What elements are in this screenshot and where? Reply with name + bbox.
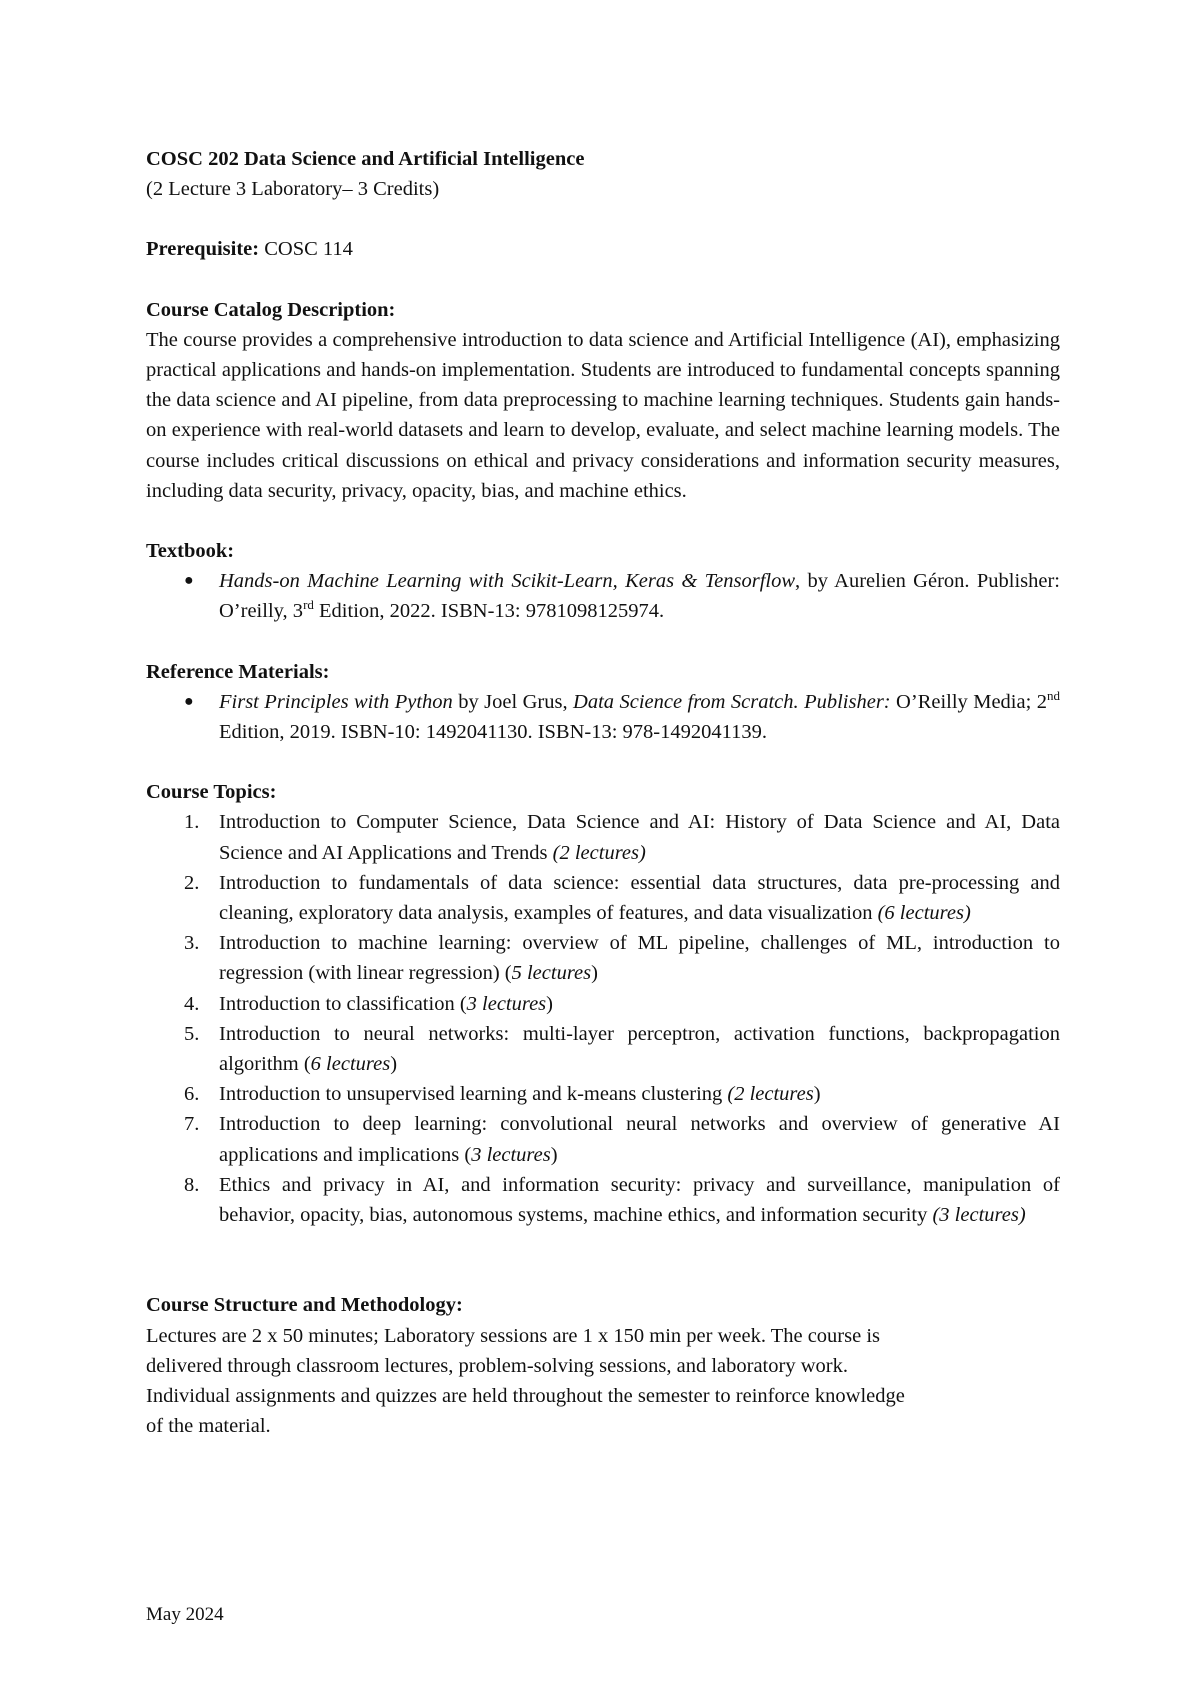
item-number: 2. bbox=[184, 871, 200, 894]
document-page bbox=[146, 144, 1060, 1441]
topic-lectures: 5 lectures bbox=[511, 962, 592, 985]
topic-text: Ethics and privacy in AI, and information security: privacy and surveillance, manipulation of behavior, opacity, bias, autonomous systems, machine ethics, and information security bbox=[219, 1173, 1060, 1227]
reference-heading: Reference Materials: bbox=[146, 660, 330, 683]
item-number: 7. bbox=[184, 1113, 200, 1136]
textbook-rest: Edition, 2022. ISBN-13: 9781098125974. bbox=[313, 600, 665, 623]
reference-publisher: O’Reilly Media; 2 bbox=[890, 690, 1047, 713]
list-item bbox=[146, 928, 1060, 988]
textbook-list bbox=[146, 566, 1060, 626]
topic-close: ) bbox=[591, 962, 598, 985]
reference-rest: Edition, 2019. ISBN-10: 1492041130. ISBN-13: 978-1492041139. bbox=[219, 721, 767, 744]
list-item bbox=[146, 1019, 1060, 1079]
structure-line: of the material. bbox=[146, 1415, 271, 1438]
structure-heading: Course Structure and Methodology: bbox=[146, 1294, 463, 1317]
topic-lectures: 6 lectures bbox=[310, 1053, 391, 1076]
item-number: 3. bbox=[184, 932, 200, 955]
spacer bbox=[146, 265, 1060, 295]
spacer bbox=[146, 747, 1060, 777]
course-hours: (2 Lecture 3 Laboratory– 3 Credits) bbox=[146, 178, 440, 201]
structure-line: Lectures are 2 x 50 minutes; Laboratory sessions are 1 x 150 min per week. The course is bbox=[146, 1324, 880, 1347]
catalog-description: The course provides a comprehensive introduction to data science and Artificial Intelligence (AI), emphasizing practical applications and hands-on implementation. Students are introduced to fundamental concepts spanning the data science and AI pipeline, from data preprocessing to machine learning techniques. Students gain hands-on experience with real-world datasets and learn to develop, evaluate, and select machine learning models. The course includes critical discussions on ethical and privacy considerations and information security measures, including data security, privacy, opacity, bias, and machine ethics. bbox=[146, 328, 1060, 502]
textbook-author: , by Aurelien Géron. Publisher: O’reilly, 3 bbox=[219, 570, 1060, 623]
topic-lectures: 3 lectures bbox=[466, 992, 547, 1015]
list-item bbox=[146, 807, 1060, 867]
topic-lectures: (2 lectures bbox=[727, 1083, 814, 1106]
textbook-heading: Textbook: bbox=[146, 540, 235, 563]
topic-text: Introduction to fundamentals of data science: essential data structures, data pre-processing and cleaning, exploratory data analysis, examples of features, and data visualization bbox=[219, 871, 1060, 925]
topic-lectures: 3 lectures bbox=[471, 1143, 551, 1166]
prerequisite-value: COSC 114 bbox=[259, 238, 353, 261]
topic-lectures: (6 lectures) bbox=[877, 902, 971, 925]
spacer bbox=[146, 1260, 1060, 1290]
reference-title-2: Data Science from Scratch. Publisher: bbox=[573, 690, 891, 713]
topic-text: Introduction to neural networks: multi-layer perceptron, activation functions, backpropagation algorithm ( bbox=[219, 1022, 1060, 1076]
list-item bbox=[146, 989, 1060, 1019]
topic-lectures: (2 lectures) bbox=[552, 841, 646, 864]
spacer bbox=[146, 1230, 1060, 1260]
topics-heading: Course Topics: bbox=[146, 781, 277, 804]
reference-edition-sup: nd bbox=[1046, 688, 1060, 704]
topic-text: Introduction to Computer Science, Data Science and AI: History of Data Science and AI, Data Science and AI Applications and Trends bbox=[219, 811, 1060, 864]
prerequisite bbox=[146, 234, 1060, 264]
prerequisite-label: Prerequisite: bbox=[146, 238, 260, 261]
course-title: COSC 202 Data Science and Artificial Intelligence bbox=[146, 148, 585, 170]
topic-close: ) bbox=[813, 1083, 821, 1106]
item-number: 1. bbox=[184, 811, 200, 834]
bullet-icon: ● bbox=[184, 692, 194, 710]
item-number: 5. bbox=[184, 1022, 200, 1045]
item-number: 4. bbox=[184, 992, 200, 1015]
topic-text: Introduction to machine learning: overview of ML pipeline, challenges of ML, introduction to regression (with linear regression) ( bbox=[219, 932, 1060, 985]
topic-lectures: (3 lectures) bbox=[932, 1204, 1026, 1227]
textbook-title: Hands-on Machine Learning with Scikit-Learn, Keras & Tensorflow bbox=[219, 570, 796, 593]
textbook-edition-sup: rd bbox=[303, 597, 314, 613]
footer-date: May 2024 bbox=[146, 1604, 224, 1625]
item-number: 6. bbox=[184, 1083, 200, 1106]
structure-line: delivered through classroom lectures, problem-solving sessions, and laboratory work. bbox=[146, 1354, 848, 1377]
spacer bbox=[146, 506, 1060, 536]
topic-close: ) bbox=[390, 1053, 398, 1076]
structure-line: Individual assignments and quizzes are held throughout the semester to reinforce knowledge bbox=[146, 1384, 905, 1407]
topic-text: Introduction to deep learning: convolutional neural networks and overview of generative AI applications and implications ( bbox=[219, 1113, 1060, 1166]
topic-close: ) bbox=[546, 992, 553, 1015]
item-number: 8. bbox=[184, 1173, 200, 1196]
list-item bbox=[146, 687, 1060, 747]
topic-text: Introduction to classification ( bbox=[219, 992, 467, 1015]
spacer bbox=[146, 204, 1060, 234]
list-item bbox=[146, 566, 1060, 626]
list-item bbox=[146, 868, 1060, 928]
reference-author: by Joel Grus, bbox=[452, 690, 574, 713]
reference-title-1: First Principles with Python bbox=[219, 690, 453, 713]
bullet-icon: ● bbox=[184, 572, 194, 590]
catalog-heading: Course Catalog Description: bbox=[146, 298, 396, 321]
list-item bbox=[146, 1170, 1060, 1230]
topic-text: Introduction to unsupervised learning and k-means clustering bbox=[219, 1083, 728, 1106]
topic-close: ) bbox=[550, 1143, 558, 1166]
reference-list bbox=[146, 687, 1060, 747]
list-item bbox=[146, 1109, 1060, 1169]
spacer bbox=[146, 627, 1060, 657]
list-item bbox=[146, 1079, 1060, 1109]
topics-list bbox=[146, 807, 1060, 1230]
